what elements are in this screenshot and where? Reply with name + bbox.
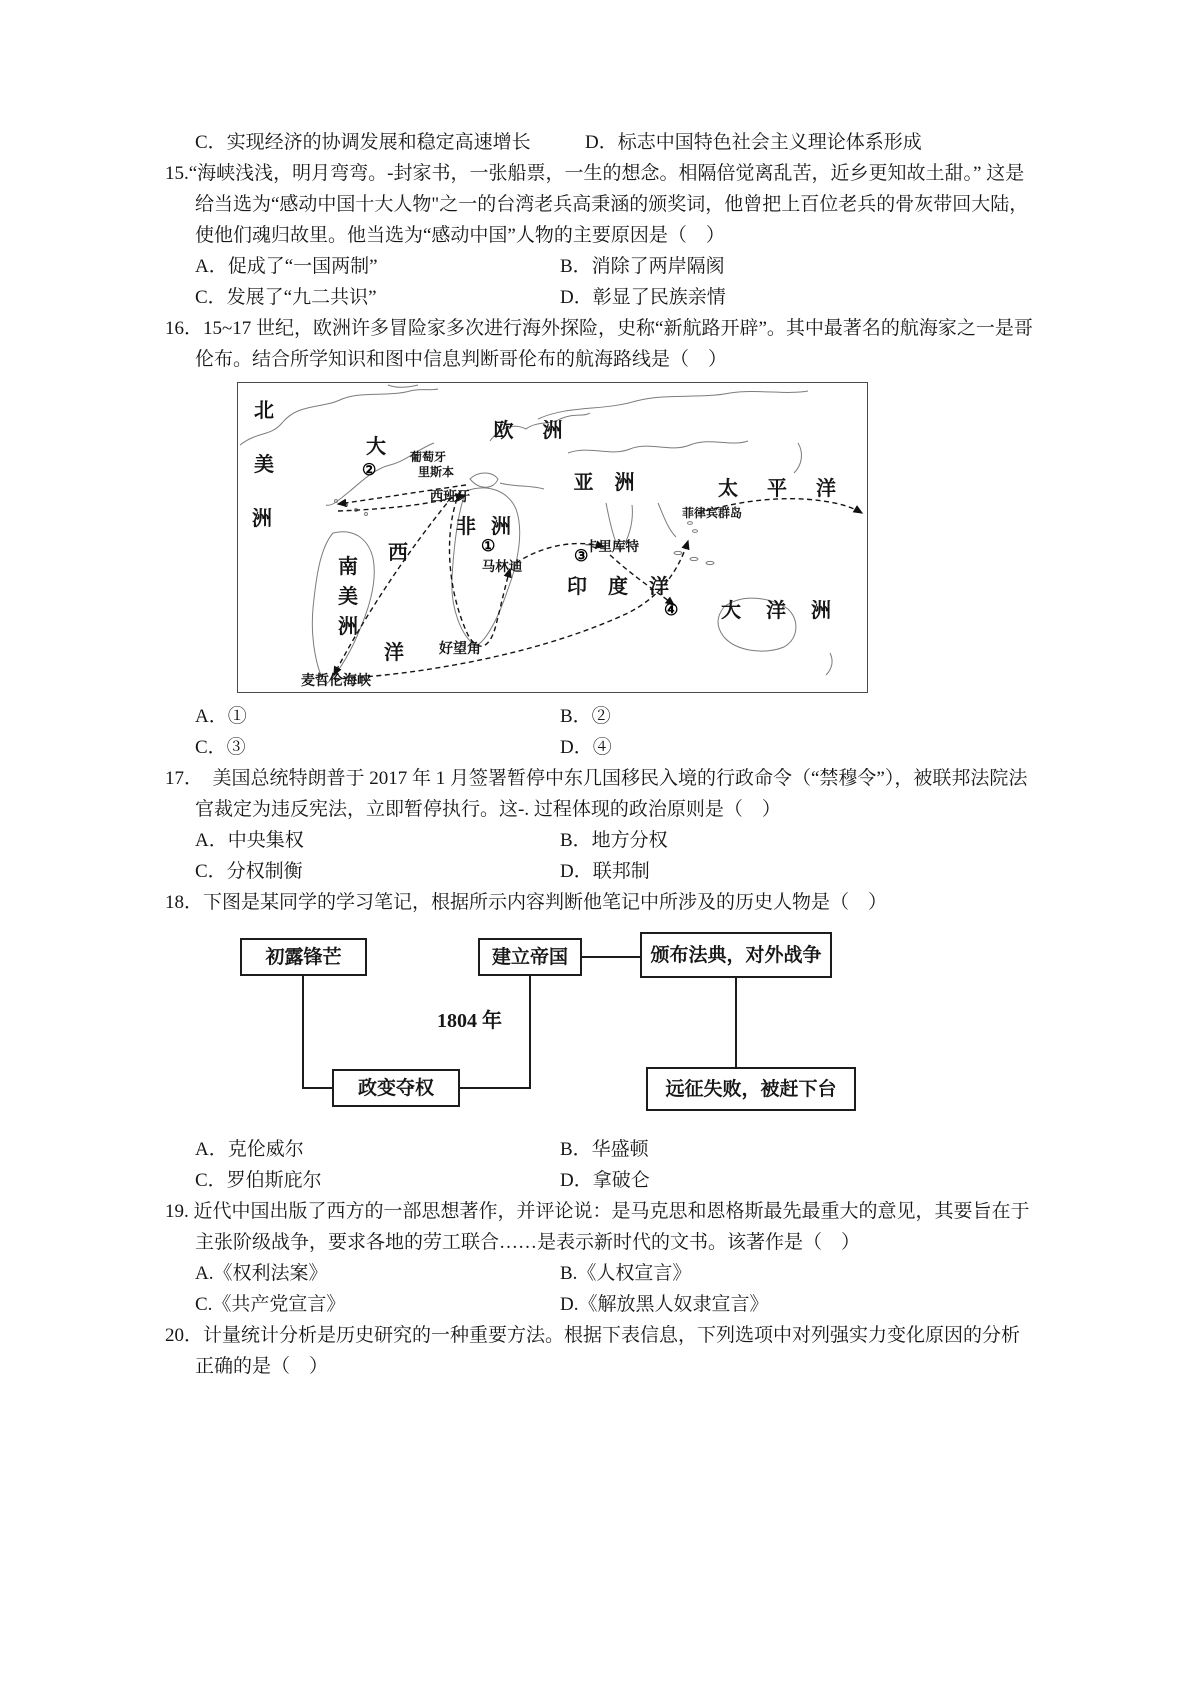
map-route-number-2: ②	[362, 462, 377, 479]
note-box-defeat: 远征失败，被赶下台	[646, 1067, 856, 1111]
map-label-pacific: 太 平 洋	[718, 478, 848, 500]
map-label-atlantic-3: 洋	[384, 642, 404, 664]
map-label-atlantic-2: 西	[388, 542, 408, 564]
q19-option-c: C.《共产党宣言》	[195, 1294, 346, 1315]
q18-options	[165, 1134, 1037, 1196]
q17-option-b: B．地方分权	[560, 830, 668, 851]
note-box-coup: 政变夺权	[332, 1069, 460, 1107]
map-label-lisbon: 里斯本	[417, 465, 455, 479]
note-year-1804: 1804 年	[437, 1010, 502, 1032]
question-17	[165, 763, 1037, 887]
q19-option-a: A.《权利法案》	[195, 1263, 328, 1284]
q15-options	[165, 251, 1037, 313]
map-label-spain: 西班牙	[429, 489, 471, 504]
map-route-number-4: ④	[664, 602, 679, 619]
map-label-indian-ocean: 印 度 洋	[567, 576, 677, 598]
q14-option-d: D．标志中国特色社会主义理论体系形成	[585, 132, 922, 153]
q15-option-b: B．消除了两岸隔阂	[560, 256, 725, 277]
map-label-europe: 欧 洲	[493, 420, 575, 442]
q17-option-a: A．中央集权	[195, 830, 304, 851]
map-route-number-3: ③	[574, 548, 589, 565]
map-label-south-america-2: 美	[338, 586, 358, 608]
map-label-portugal: 葡萄牙	[409, 450, 447, 464]
q20-stem: 20．计量统计分析是历史研究的一种重要方法。根据下表信息，下列选项中对列强实力变化原因的分析正确的是（ ）	[165, 1325, 1021, 1377]
q15-stem: 15.“海峡浅浅，明月弯弯。-封家书，一张船票，一生的想念。相隔倍觉离乱苦，近乡更知故土甜。” 这是给当选为“感动中国十大人物"之一的台湾老兵高秉涵的颁奖词，他曾把上百位老兵的骨灰带回大陆，使他们魂归故里。他当选为“感动中国”人物的主要原因是（ ）	[165, 163, 1029, 246]
map-route-number-1: ①	[481, 538, 496, 555]
note-box-code-and-wars: 颁布法典，对外战争	[640, 932, 832, 978]
map-label-malindi: 马林迪	[481, 559, 523, 574]
q16-option-d: D．④	[560, 737, 612, 758]
map-label-north-america-2: 美	[254, 454, 274, 476]
q16-stem: 16．15~17 世纪，欧洲许多冒险家多次进行海外探险，史称“新航路开辟”。其中最著名的航海家之一是哥伦布。结合所学知识和图中信息判断哥伦布的航海路线是（ ）	[165, 318, 1033, 370]
question-19	[165, 1196, 1037, 1320]
voyage-map-figure	[237, 382, 868, 693]
q19-option-b: B.《人权宣言》	[560, 1263, 692, 1284]
q16-option-a: A．①	[195, 706, 247, 727]
q15-option-a: A．促成了“一国两制”	[195, 256, 378, 277]
q18-option-d: D．拿破仑	[560, 1170, 650, 1191]
q19-options	[165, 1258, 1037, 1320]
map-labels	[252, 399, 848, 689]
q15-option-c: C．发展了“九二共识”	[195, 287, 377, 308]
q18-stem: 18．下图是某同学的学习笔记，根据所示内容判断他笔记中所涉及的历史人物是（ ）	[165, 892, 888, 913]
map-label-philippines: 菲律宾群岛	[681, 506, 743, 520]
question-16	[165, 313, 1037, 763]
q18-option-a: A．克伦威尔	[195, 1139, 304, 1160]
q19-stem: 19. 近代中国出版了西方的一部思想著作，并评论说：是马克思和恩格斯最先最重大的意见，其要旨在于主张阶级战争，要求各地的劳工联合……是表示新时代的文书。该著作是（ ）	[165, 1201, 1030, 1253]
map-label-south-america-1: 南	[338, 556, 358, 578]
q18-option-b: B．华盛顿	[560, 1139, 649, 1160]
map-label-cape-of-good-hope: 好望角	[439, 642, 481, 657]
q16-option-c: C．③	[195, 737, 246, 758]
question-18	[165, 887, 1037, 1196]
question-20	[165, 1320, 1037, 1382]
q16-option-b: B．②	[560, 706, 611, 727]
map-label-oceania: 大 洋 洲	[721, 600, 841, 622]
q17-stem: 17． 美国总统特朗普于 2017 年 1 月签署暂停中东几国移民入境的行政命令（“禁穆令”），被联邦法院法官裁定为违反宪法，立即暂停执行。这-. 过程体现的政治原则是（ ）	[165, 768, 1028, 820]
q14-option-c: C．实现经济的协调发展和稳定高速增长	[195, 132, 531, 153]
voyage-map	[238, 383, 867, 692]
map-label-north-america-1: 北	[254, 400, 274, 422]
question-14-options	[165, 127, 1037, 158]
note-box-found-empire: 建立帝国	[478, 938, 582, 976]
q15-option-d: D．彰显了民族亲情	[560, 287, 726, 308]
q18-note-diagram	[240, 930, 935, 1120]
map-label-africa: 非 洲	[456, 516, 516, 538]
note-box-early-fame: 初露锋芒	[240, 938, 367, 976]
q18-option-c: C．罗伯斯庇尔	[195, 1170, 322, 1191]
question-15	[165, 158, 1037, 313]
q17-options	[165, 825, 1037, 887]
map-label-south-america-3: 洲	[338, 616, 358, 638]
q19-option-d: D.《解放黑人奴隶宣言》	[560, 1294, 769, 1315]
map-label-atlantic-1: 大	[366, 436, 386, 458]
q17-option-c: C．分权制衡	[195, 861, 303, 882]
q16-options	[165, 701, 1037, 763]
map-label-magellan-strait: 麦哲伦海峡	[301, 674, 371, 689]
map-label-calicut: 卡里库特	[585, 539, 639, 554]
q17-option-d: D．联邦制	[560, 861, 650, 882]
map-label-asia: 亚 洲	[573, 472, 643, 494]
map-label-north-america-3: 洲	[252, 508, 272, 530]
